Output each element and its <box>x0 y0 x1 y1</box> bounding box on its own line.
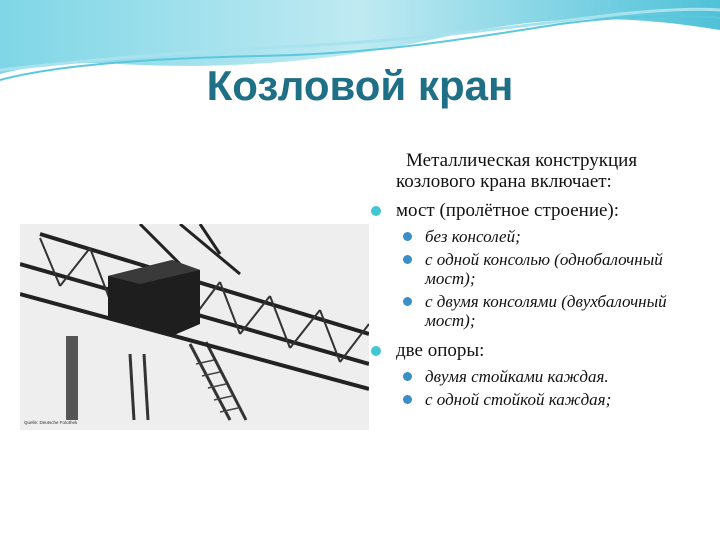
sub-list-item-text: с двумя консолями (двухбалочный мост); <box>425 292 667 330</box>
sub-list-item-text: двумя стойками каждая. <box>425 367 609 386</box>
bullet-icon <box>371 206 381 216</box>
sub-list-item <box>368 227 708 246</box>
list-item-label: мост (пролётное строение): <box>396 200 620 221</box>
sub-list-item-text: с одной стойкой каждая; <box>425 390 612 409</box>
list-item-supports <box>368 340 708 361</box>
bullet-icon <box>403 395 412 404</box>
intro-text: Металлическая конструкция козлового крана включает: <box>396 150 638 192</box>
gantry-crane-photo <box>20 224 369 430</box>
photo-caption: Quelle: Deutsche Fotothek <box>24 420 78 425</box>
slide-title: Козловой кран <box>206 62 514 109</box>
sub-list-item <box>368 250 708 288</box>
sub-list-item-text: без консолей; <box>425 227 521 246</box>
sub-list-item-text: с одной консолью (однобалочный мост); <box>425 250 663 288</box>
list-item-bridge <box>368 200 708 221</box>
sub-list-item <box>368 292 708 330</box>
content-block <box>368 150 708 413</box>
bullet-icon <box>403 255 412 264</box>
bullet-icon <box>403 372 412 381</box>
list-item-label: две опоры: <box>396 340 485 361</box>
sub-list-item <box>368 390 708 409</box>
bullet-icon <box>403 297 412 306</box>
sub-list-item <box>368 367 708 386</box>
bullet-icon <box>371 346 381 356</box>
bullet-icon <box>403 232 412 241</box>
